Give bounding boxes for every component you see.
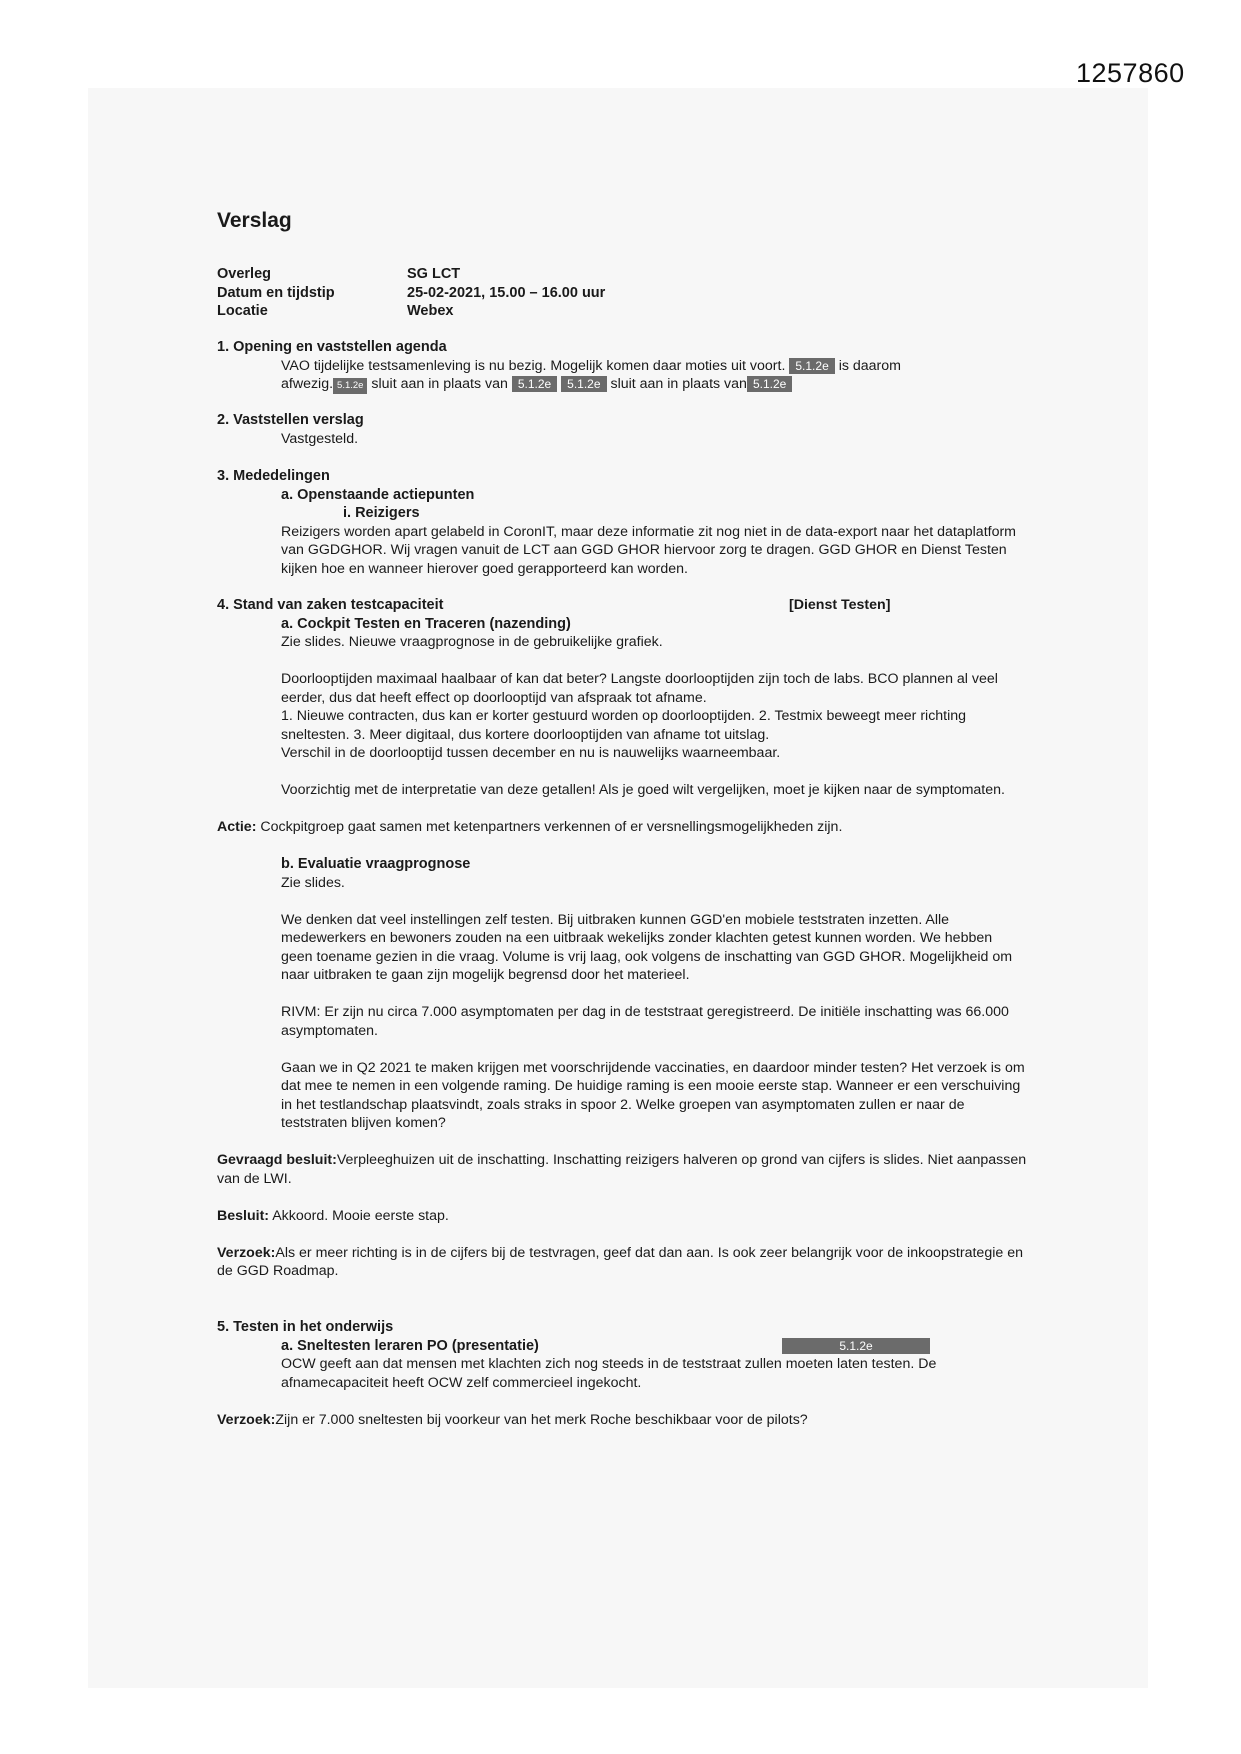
section-verslag (217, 411, 1027, 448)
section-heading: 5. Testen in het onderwijs (217, 1319, 394, 1335)
section-heading: 3. Mededelingen (217, 468, 330, 484)
body-text: VAO tijdelijke testsamenleving is nu bezig. Mogelijk komen daar moties uit voort. (281, 357, 786, 374)
meta-row-locatie (217, 302, 605, 321)
body-text: Verpleeghuizen uit de inschatting. Inschatting reizigers halveren op grond van cijfers is slides. Niet aanpassen van de LWI. (217, 1152, 1027, 1187)
redaction-box: 5.1.2e (782, 1338, 930, 1354)
meta-key: Locatie (217, 303, 268, 319)
meta-value: SG LCT (407, 266, 461, 282)
body-text: sluit aan in plaats van (610, 376, 747, 392)
meta-key: Overleg (217, 266, 271, 282)
meta-row-datum (217, 284, 605, 303)
body-text: Voorzichtig met de interpretatie van deze getallen! Als je goed wilt vergelijken, moet je kijken naar de symptomaten. (281, 782, 1005, 798)
body-text: Vastgesteld. (281, 430, 359, 447)
page-title: Verslag (217, 209, 292, 232)
request (217, 1411, 1027, 1430)
body-text: Gaan we in Q2 2021 te maken krijgen met voorschrijdende vaccinaties, en daardoor minder testen? Het verzoek is om dat mee te nemen in een volgende raming. De huidige raming is een mooie eerste stap. Wanneer er een verschuiving in het testlandschap plaatsvindt, zoals straks in spoor 2. Welke groepen van asymptomaten zullen er naar de teststraten blijven komen? (281, 1059, 1025, 1131)
body-text: Zijn er 7.000 sneltesten bij voorkeur van het merk Roche beschikbaar voor de pilots? (275, 1411, 808, 1428)
subheading: b. Evaluatie vraagprognose (281, 856, 471, 872)
body-text: RIVM: Er zijn nu circa 7.000 asymptomaten per dag in de teststraat geregistreerd. De initiële inschatting was 66.000 asymptomaten. (281, 1004, 1009, 1039)
subheading: a. Openstaande actiepunten (281, 486, 475, 503)
body-text: Als er meer richting is in de cijfers bij de testvragen, geef dat dan aan. Is ook zeer belangrijk voor de inkoopstrategie en de GGD Roadmap. (217, 1244, 1023, 1279)
action-item (217, 818, 1027, 837)
decision-label: Gevraagd besluit: (217, 1152, 337, 1168)
body-text: afwezig. (281, 376, 334, 392)
meta-value: Webex (407, 303, 454, 319)
body-text: 1. Nieuwe contracten, dus kan er korter gestuurd worden op doorlooptijden. 2. Testmix beweegt meer richting sneltesten. 3. Meer digitaal, dus kortere doorlooptijden van afname tot uitslag. (281, 708, 967, 743)
action-label: Actie: (217, 819, 257, 835)
section-heading: 4. Stand van zaken testcapaciteit (217, 597, 444, 613)
body-text: is daarom (838, 357, 901, 374)
subheading: i. Reizigers (343, 505, 420, 521)
requested-decision (217, 1151, 1027, 1188)
body-text: We denken dat veel instellingen zelf testen. Bij uitbraken kunnen GGD'en mobiele teststraten inzetten. Alle medewerkers en bewoners zouden na een uitbraak wekelijks zonder klachten getest kunnen worden. We hebben geen toename gezien in die vraag. Volume is vrij laag, ook volgens de inschatting van GGD GHOR. Mogelijkheid om naar uitbraken te gaan zijn mogelijk begrensd door het materieel. (281, 911, 1013, 983)
redaction-box: 5.1.2e (333, 378, 367, 394)
section-heading: 2. Vaststellen verslag (217, 412, 364, 428)
redaction-box: 5.1.2e (747, 376, 792, 392)
body-text: Zie slides. Nieuwe vraagprognose in de gebruikelijke grafiek. (281, 634, 663, 650)
body-text: Reizigers worden apart gelabeld in CoronIT, maar deze informatie zit nog niet in de data-export naar het dataplatform van GGDGHOR. Wij vragen vanuit de LCT aan GGD GHOR hiervoor zorg te dragen. GGD GHOR en Dienst Testen kijken hoe en wanneer hierover goed gerapporteerd kan worden. (281, 523, 1017, 577)
body-text: Doorlooptijden maximaal haalbaar of kan dat beter? Langste doorlooptijden zijn toch de labs. BCO plannen al veel eerder, dus dat heeft effect op doorlooptijd van afspraak tot afname. (281, 671, 998, 706)
section-testcapaciteit (217, 596, 1027, 1281)
request-label: Verzoek: (217, 1411, 276, 1428)
meeting-meta (217, 265, 605, 321)
request (217, 1244, 1027, 1281)
section-body (217, 357, 1027, 395)
section-onderwijs (217, 1318, 1027, 1429)
section-heading: 1. Opening en vaststellen agenda (217, 339, 447, 355)
meta-row-overleg (217, 265, 605, 284)
decision (217, 1207, 1027, 1226)
section-owner: [Dienst Testen] (789, 597, 891, 613)
meta-value: 25-02-2021, 15.00 – 16.00 uur (407, 284, 606, 301)
section-mededelingen (217, 467, 1027, 578)
body-text: Verschil in de doorlooptijd tussen december en nu is nauwelijks waarneembaar. (281, 745, 781, 761)
redaction-box: 5.1.2e (512, 376, 557, 392)
body-text: sluit aan in plaats van (371, 376, 508, 392)
decision-label: Besluit: (217, 1207, 270, 1224)
request-label: Verzoek: (217, 1244, 276, 1261)
subheading: a. Sneltesten leraren PO (presentatie) (281, 1337, 539, 1354)
redaction-box: 5.1.2e (561, 376, 606, 392)
document-number: 1257860 (1076, 58, 1185, 88)
subheading: a. Cockpit Testen en Traceren (nazending) (281, 615, 571, 632)
body-text: Cockpitgroep gaat samen met ketenpartners verkennen of er versnellingsmogelijkheden zijn. (260, 819, 843, 835)
body-text: Akkoord. Mooie eerste stap. (272, 1207, 449, 1224)
meta-key: Datum en tijdstip (217, 284, 335, 301)
redaction-box: 5.1.2e (789, 358, 834, 374)
section-opening (217, 338, 1027, 394)
body-text: OCW geeft aan dat mensen met klachten zich nog steeds in de teststraat zullen moeten laten testen. De afnamecapaciteit heeft OCW zelf commercieel ingekocht. (281, 1356, 937, 1391)
body-text: Zie slides. (281, 874, 345, 891)
